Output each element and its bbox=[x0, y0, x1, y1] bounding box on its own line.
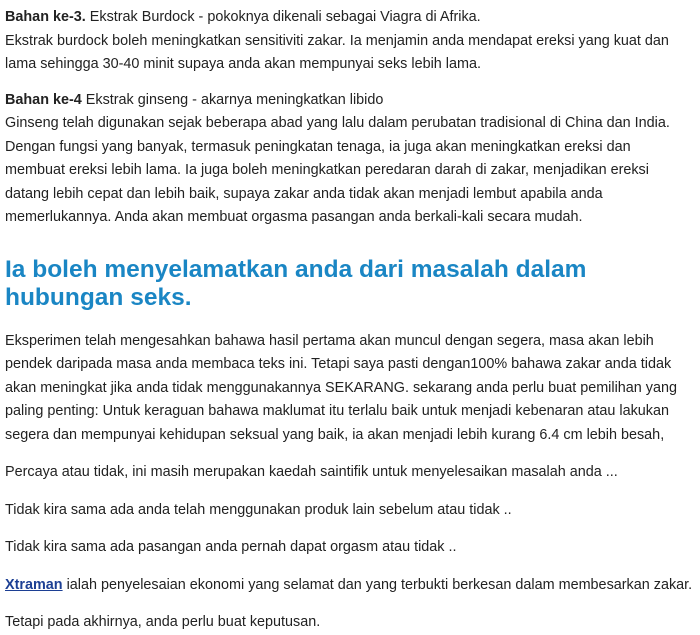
xtraman-link[interactable]: Xtraman bbox=[5, 576, 63, 593]
paragraph-xtraman-text: ialah penyelesaian ekonomi yang selamat dan yang terbukti berkesan dalam membesarkan zakar. bbox=[62, 576, 693, 593]
ingredient-4-title bbox=[5, 89, 694, 113]
ingredient-4-title-text: Ekstrak ginseng - akarnya meningkatkan libido bbox=[81, 91, 384, 108]
paragraph-decision: Tetapi pada akhirnya, anda perlu buat keputusan. bbox=[5, 614, 321, 630]
ingredient-3-title bbox=[5, 6, 694, 30]
paragraph-believe: Percaya atau tidak, ini masih merupakan kaedah saintifik untuk menyelesaikan masalah anda ... bbox=[5, 464, 618, 480]
ingredient-3-section bbox=[5, 6, 694, 77]
paragraph-xtraman bbox=[5, 574, 694, 598]
paragraph-other-products: Tidak kira sama ada anda telah menggunakan produk lain sebelum atau tidak .. bbox=[5, 501, 512, 518]
ingredient-4-section bbox=[5, 89, 694, 230]
ingredient-3-label: Bahan ke-3. bbox=[5, 9, 86, 25]
ingredient-4-label: Bahan ke-4 bbox=[5, 91, 82, 108]
section-heading: Ia boleh menyelamatkan anda dari masalah dalam hubungan seks. bbox=[5, 255, 587, 311]
ingredient-3-title-text: Ekstrak Burdock - pokoknya dikenali sebagai Viagra di Afrika. bbox=[85, 9, 481, 25]
paragraph-partner: Tidak kira sama ada pasangan anda pernah dapat orgasm atau tidak .. bbox=[5, 539, 457, 555]
ingredient-3-body: Ekstrak burdock boleh meningkatkan sensitiviti zakar. Ia menjamin anda mendapat ereksi yang kuat dan lama sehingga 30-40 minit supaya anda akan mempunyai seks lebih lama. bbox=[5, 32, 669, 72]
paragraph-experiment: Eksperimen telah mengesahkan bahawa hasil pertama akan muncul dengan segera, masa akan lebih pendek daripada masa anda membaca teks ini. Tetapi saya pasti dengan100% bahawa zakar anda tidak akan meningkat jika anda tidak menggunakannya SEKARANG. sekarang anda perlu buat pemilihan yang paling penting: Untuk keraguan bahawa maklumat itu terlalu baik untuk menjadi kebenaran atau lakukan segera dan mempunyai kehidupan seksual yang baik, ia akan menjadi lebih kurang 6.4 cm lebih besah, bbox=[5, 332, 677, 443]
ingredient-4-body: Ginseng telah digunakan sejak beberapa abad yang lalu dalam perubatan tradisional di China dan India. Dengan fungsi yang banyak, termasuk peningkatan tenaga, ia juga akan meningkatkan ereksi dan membuat ereksi lebih lama. Ia juga boleh meningkatkan peredaran darah di zakar, menjadikan ereksi datang lebih cepat dan lebih baik, supaya zakar anda tidak akan menjadi lembut apabila anda memerlukannya. Anda akan membuat orgasma pasangan anda berkali-kali secara mudah. bbox=[5, 115, 670, 225]
